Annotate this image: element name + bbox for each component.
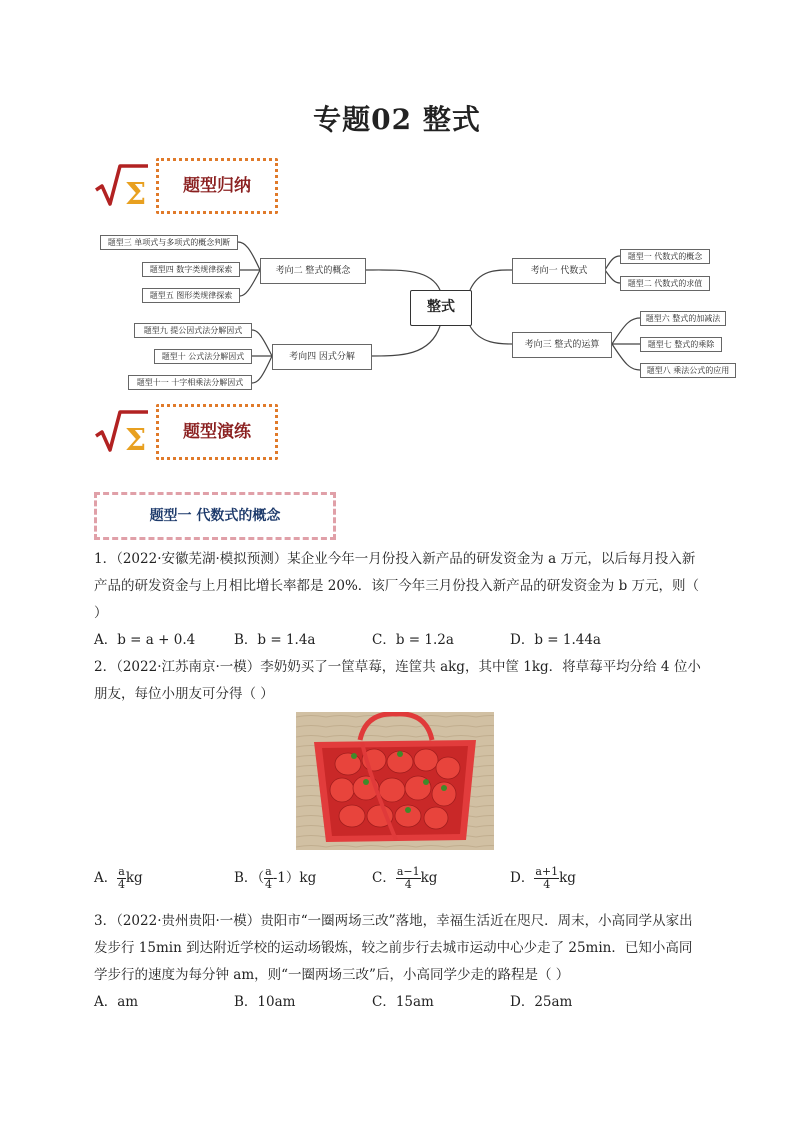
leaf-t4: 题型四 数字类规律探索 <box>142 262 240 277</box>
leaf-t8: 题型八 乘法公式的应用 <box>640 363 736 378</box>
question-3-stem: 3．（2022·贵州贵阳·一模）贵阳市“一圈两场三改”落地，幸福生活近在咫尺．周末，小高同学从家出发步行 15min 到达附近学校的运动场锻炼，较之前步行去城市运动中心少走了 25min．已知小高同学步行的速度为每分钟 am，则“一圈两场三改”后，小高同学少走的路程是（ ） <box>94 913 693 983</box>
leaf-t11: 题型十一 十字相乘法分解因式 <box>128 375 252 390</box>
section-label-box <box>156 404 278 460</box>
question-type-label: 题型一 代数式的概念 <box>149 508 281 524</box>
option-c: C． $\frac{a-1}{4}$ kg <box>372 865 438 891</box>
fraction: $\frac{a}{4}$ <box>264 865 272 891</box>
branch-ops: 考向三 整式的运算 <box>512 332 612 358</box>
option-a: A．b = a + 0.4 <box>94 632 196 648</box>
question-1-options <box>94 628 704 654</box>
strawberry-basket-image <box>296 712 494 850</box>
option-b: B．（ $\frac{a}{4}$ -1）kg <box>234 865 317 891</box>
leaf-t2: 题型二 代数式的求值 <box>620 276 710 291</box>
question-2-options <box>94 866 704 900</box>
question-3-options <box>94 990 704 1016</box>
sqrt-sigma-icon <box>94 408 150 456</box>
fraction: $\frac{a}{4}$ <box>118 865 126 891</box>
option-d: D．25am <box>510 994 573 1010</box>
question-1-stem: 1．（2022·安徽芜湖·模拟预测）某企业今年一月份投入新产品的研发资金为 a 万元，以后每月投入新产品的研发资金与上月相比增长率都是 20%．该厂今年三月份投入新产品的研发资金为 b 万元，则（ ） <box>94 551 700 621</box>
option-d: D．b = 1.44a <box>510 632 601 648</box>
option-b: B．b = 1.4a <box>234 632 316 648</box>
question-2-stem: 2．（2022·江苏南京·一模）李奶奶买了一筐草莓，连筐共 akg，其中筐 1kg．将草莓平均分给 4 位小朋友，每位小朋友可分得（ ） <box>94 659 701 702</box>
option-c: C．b = 1.2a <box>372 632 454 648</box>
leaf-t5: 题型五 图形类规律探索 <box>142 288 240 303</box>
fraction: $\frac{a-1}{4}$ <box>396 865 420 891</box>
section-label-box <box>156 158 278 214</box>
option-c: C．15am <box>372 994 434 1010</box>
option-a: A．am <box>94 994 139 1010</box>
branch-concept: 考向二 整式的概念 <box>260 258 366 284</box>
option-b: B．10am <box>234 994 296 1010</box>
section-label: 题型归纳 <box>183 176 251 196</box>
branch-algebra: 考向一 代数式 <box>512 258 606 284</box>
mind-map <box>100 228 760 398</box>
svg-text:Σ: Σ <box>125 177 147 210</box>
option-a: A． $\frac{a}{4}$ kg <box>94 865 143 891</box>
leaf-t6: 题型六 整式的加减法 <box>640 311 726 326</box>
svg-text:Σ: Σ <box>125 423 147 456</box>
leaf-t7: 题型七 整式的乘除 <box>640 337 722 352</box>
sqrt-sigma-icon <box>94 162 150 210</box>
leaf-t3: 题型三 单项式与多项式的概念判断 <box>100 235 238 250</box>
page-title: 专题02 整式 <box>313 103 481 136</box>
mind-map-center: 整式 <box>410 290 472 326</box>
branch-factor: 考向四 因式分解 <box>272 344 372 370</box>
leaf-t1: 题型一 代数式的概念 <box>620 249 710 264</box>
section-badge-summary <box>94 158 284 216</box>
section-badge-practice <box>94 404 284 462</box>
leaf-t10: 题型十 公式法分解因式 <box>154 349 252 364</box>
question-type-header <box>94 492 336 540</box>
option-d: D． $\frac{a+1}{4}$ kg <box>510 865 576 891</box>
section-label: 题型演练 <box>183 422 251 442</box>
leaf-t9: 题型九 提公因式法分解因式 <box>134 323 252 338</box>
fraction: $\frac{a+1}{4}$ <box>535 865 559 891</box>
